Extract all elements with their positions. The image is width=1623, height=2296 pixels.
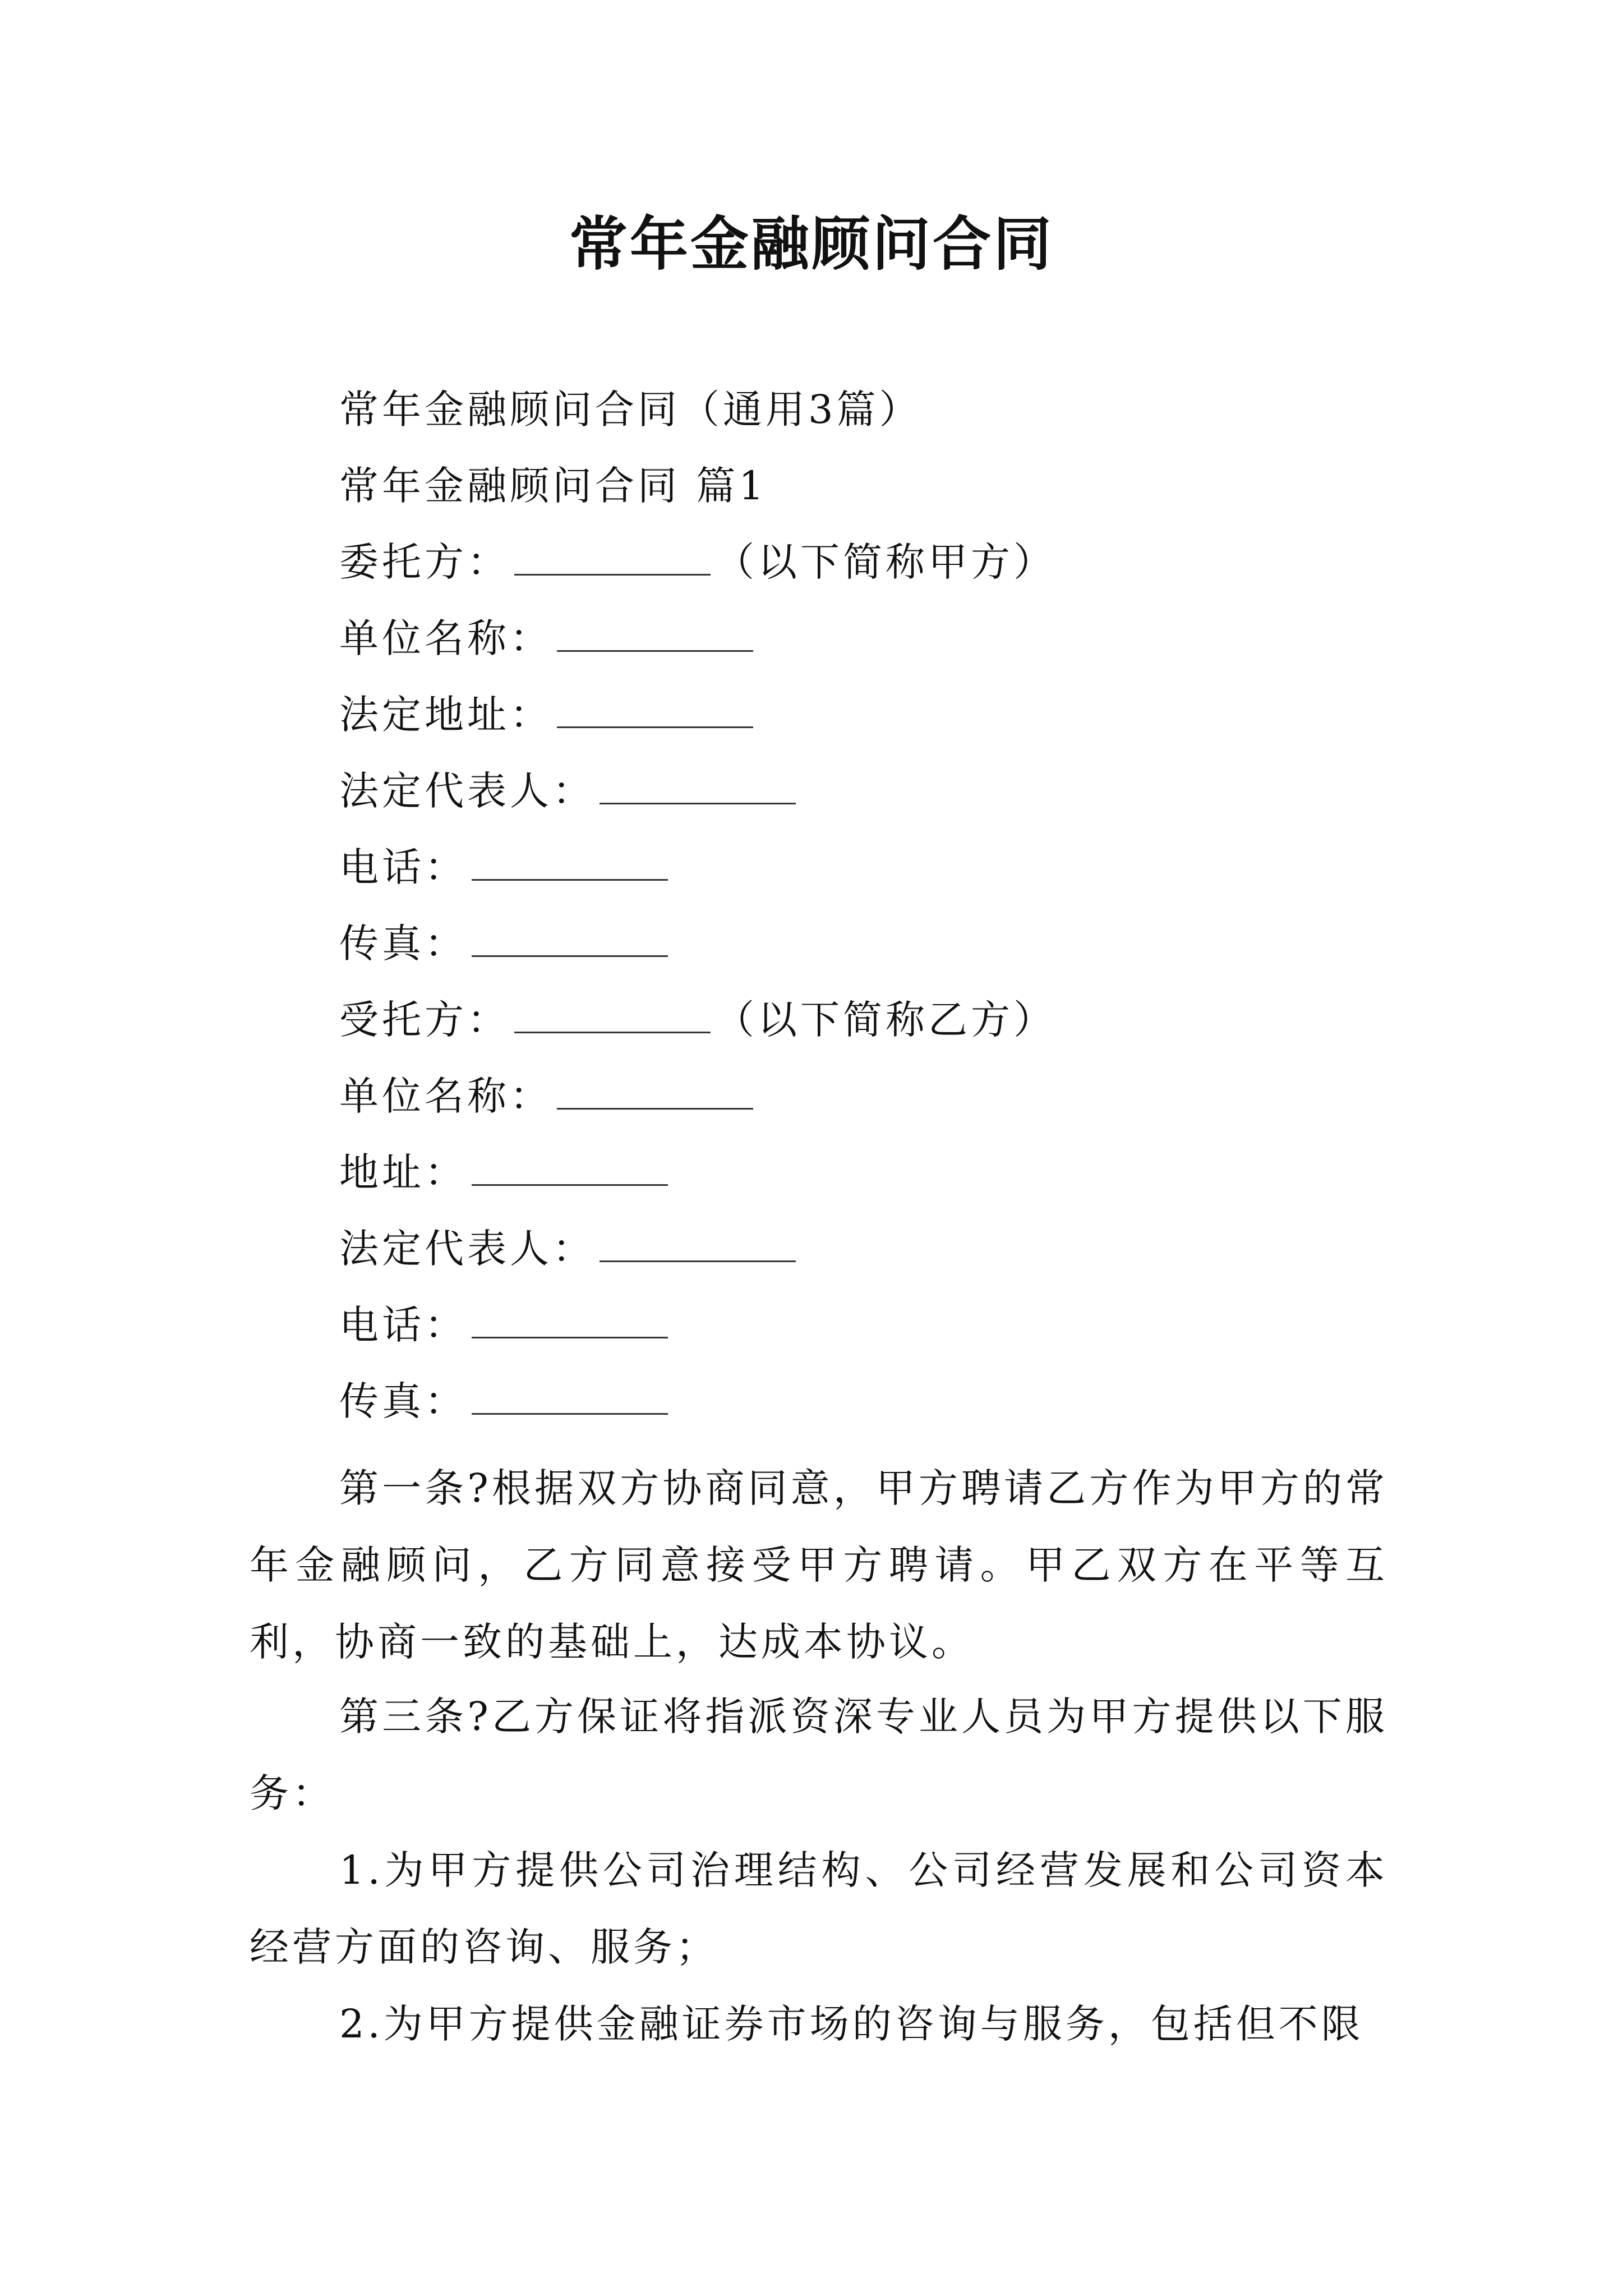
party-a-fax-blank (472, 918, 668, 957)
party-b-address-line (339, 1144, 672, 1200)
party-a-client-blank (514, 537, 711, 576)
party-b-fax-line (339, 1373, 672, 1429)
party-b-unit-name-label: 单位名称： (339, 1073, 552, 1119)
document-title: 常年金融顾问合同 (569, 209, 1054, 278)
party-b-trustee-line (339, 992, 1056, 1048)
party-b-trustee-note: （以下简称乙方） (715, 997, 1056, 1043)
article-three-paragraph: 第三条?乙方保证将指派资深专业人员为甲方提供以下服务： (250, 1694, 1388, 1816)
party-b-legal-rep-label: 法定代表人： (339, 1226, 595, 1272)
party-b-unit-name-line (339, 1068, 758, 1124)
party-a-unit-name-line (339, 610, 758, 666)
party-a-phone-line (339, 839, 672, 895)
article-one-paragraph: 第一条?根据双方协商同意，甲方聘请乙方作为甲方的常年金融顾问，乙方同意接受甲方聘请。甲乙双方在平等互利，协商一致的基础上，达成本协议。 (250, 1465, 1388, 1665)
party-a-legal-rep-blank (600, 766, 796, 804)
party-a-client-note: （以下简称甲方） (715, 539, 1056, 585)
document-subtitle: 常年金融顾问合同（通用3篇） (339, 386, 922, 432)
party-b-phone-line (339, 1297, 672, 1353)
party-a-unit-name-blank (557, 613, 753, 652)
party-a-fax-label: 传真： (339, 921, 467, 967)
party-b-trustee-label: 受托方： (339, 997, 510, 1043)
party-a-client-line (339, 534, 1056, 590)
party-a-phone-blank (472, 842, 668, 881)
party-a-client-label: 委托方： (339, 539, 510, 585)
party-a-unit-name-label: 单位名称： (339, 615, 552, 661)
party-a-legal-rep-label: 法定代表人： (339, 768, 595, 814)
party-a-legal-address-line (339, 687, 758, 743)
service-item-2: 2.为甲方提供金融证券市场的咨询与服务，包括但不限 (339, 2001, 1364, 2047)
party-b-unit-name-blank (557, 1071, 753, 1110)
party-a-phone-label: 电话： (339, 844, 467, 890)
party-b-fax-label: 传真： (339, 1378, 467, 1424)
party-b-trustee-blank (514, 995, 711, 1033)
party-a-legal-address-blank (557, 689, 753, 728)
party-b-address-blank (472, 1147, 668, 1186)
party-a-fax-line (339, 915, 672, 972)
party-b-legal-rep-line (339, 1221, 800, 1277)
party-a-legal-rep-line (339, 763, 800, 819)
party-b-fax-blank (472, 1376, 668, 1415)
service-item-1: 1.为甲方提供公司治理结构、公司经营发展和公司资本经营方面的咨询、服务； (250, 1847, 1388, 1970)
section-heading: 常年金融顾问合同 篇1 (339, 463, 767, 509)
party-b-phone-blank (472, 1300, 668, 1338)
party-b-legal-rep-blank (600, 1223, 796, 1262)
party-b-address-label: 地址： (339, 1149, 467, 1195)
party-b-phone-label: 电话： (339, 1302, 467, 1348)
party-a-legal-address-label: 法定地址： (339, 692, 552, 738)
